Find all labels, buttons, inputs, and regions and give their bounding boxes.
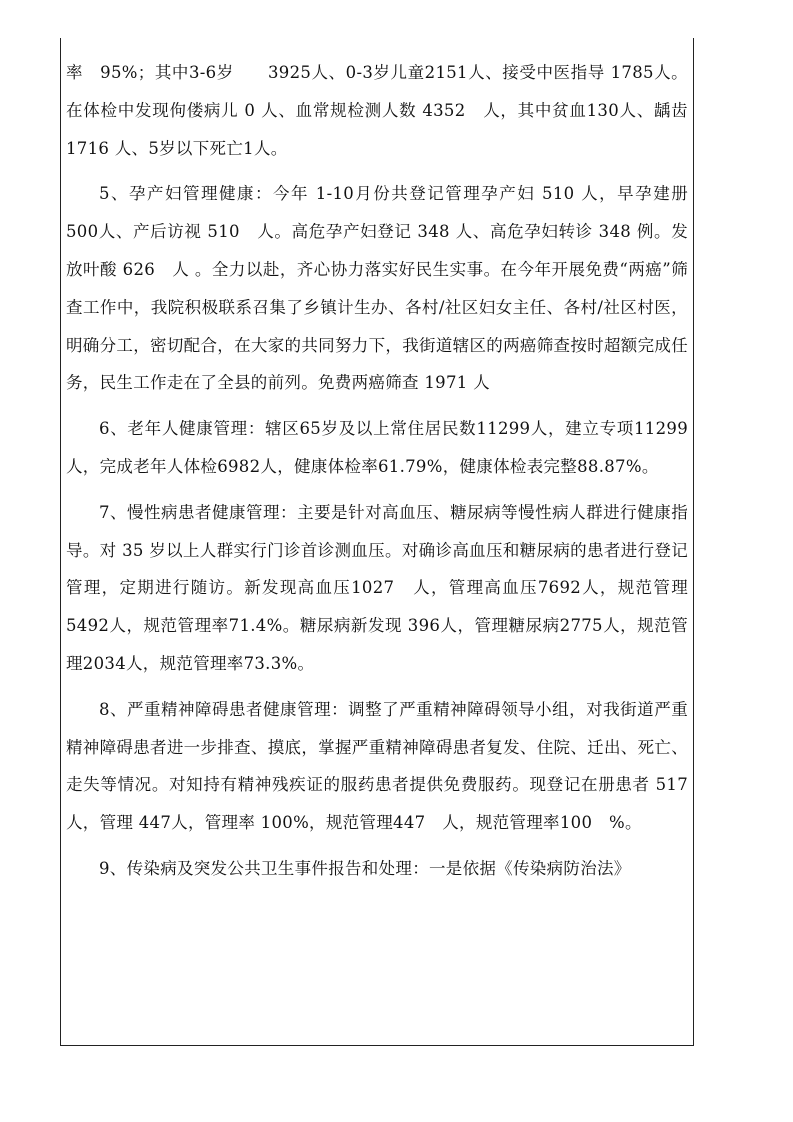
- paragraph-mental-health: 8、严重精神障碍患者健康管理：调整了严重精神障碍领导小组，对我街道严重精神障碍患者进一步排查、摸底，掌握严重精神障碍患者复发、住院、迁出、死亡、走失等情况。对知持有精神残疾证的服药患者提供免费服药。现登记在册患者 517 人，管理 447人，管理率 100%，规范管理447 人，规范管理率100 %。: [66, 699, 688, 833]
- paragraph-maternal-health: 5、孕产妇管理健康：今年 1-10月份共登记管理孕产妇 510 人，早孕建册 500人、产后访视 510 人。高危孕产妇登记 348 人、高危孕妇转诊 348 例。发放叶酸 626 人 。全力以赴，齐心协力落实好民生实事。在今年开展免费“两癌”筛查工作中，我院积极联系召集了乡镇计生办、各村/社区妇女主任、各村/社区村医，明确分工，密切配合，在大家的共同努力下，我街道辖区的两癌筛查按时超额完成任务，民生工作走在了全县的前列。免费两癌筛查 1971 人: [66, 184, 688, 393]
- paragraph-child-health-continued: 率 95%；其中3-6岁 3925人、0-3岁儿童2151人、接受中医指导 1785人。在体检中发现佝偻病儿 0 人、血常规检测人数 4352 人，其中贫血130人、龋齿1716 人、5岁以下死亡1人。: [66, 63, 688, 158]
- paragraph-infectious-disease: 9、传染病及突发公共卫生事件报告和处理：一是依据《传染病防治法》: [99, 858, 631, 878]
- paragraph-chronic-disease: 7、慢性病患者健康管理：主要是针对高血压、糖尿病等慢性病人群进行健康指导。对 35 岁以上人群实行门诊首诊测血压。对确诊高血压和糖尿病的患者进行登记管理，定期进行随访。新发现高血压1027 人，管理高血压7692人，规范管理5492人，规范管理率71.4%。糖尿病新发现 396人，管理糖尿病2775人，规范管理2034人，规范管理率73.3%。: [66, 502, 688, 673]
- document-body: [66, 54, 688, 888]
- paragraph-elderly-health: 6、老年人健康管理：辖区65岁及以上常住居民数11299人，建立专项11299人，完成老年人体检6982人，健康体检率61.79%，健康体检表完整88.87%。: [66, 419, 688, 476]
